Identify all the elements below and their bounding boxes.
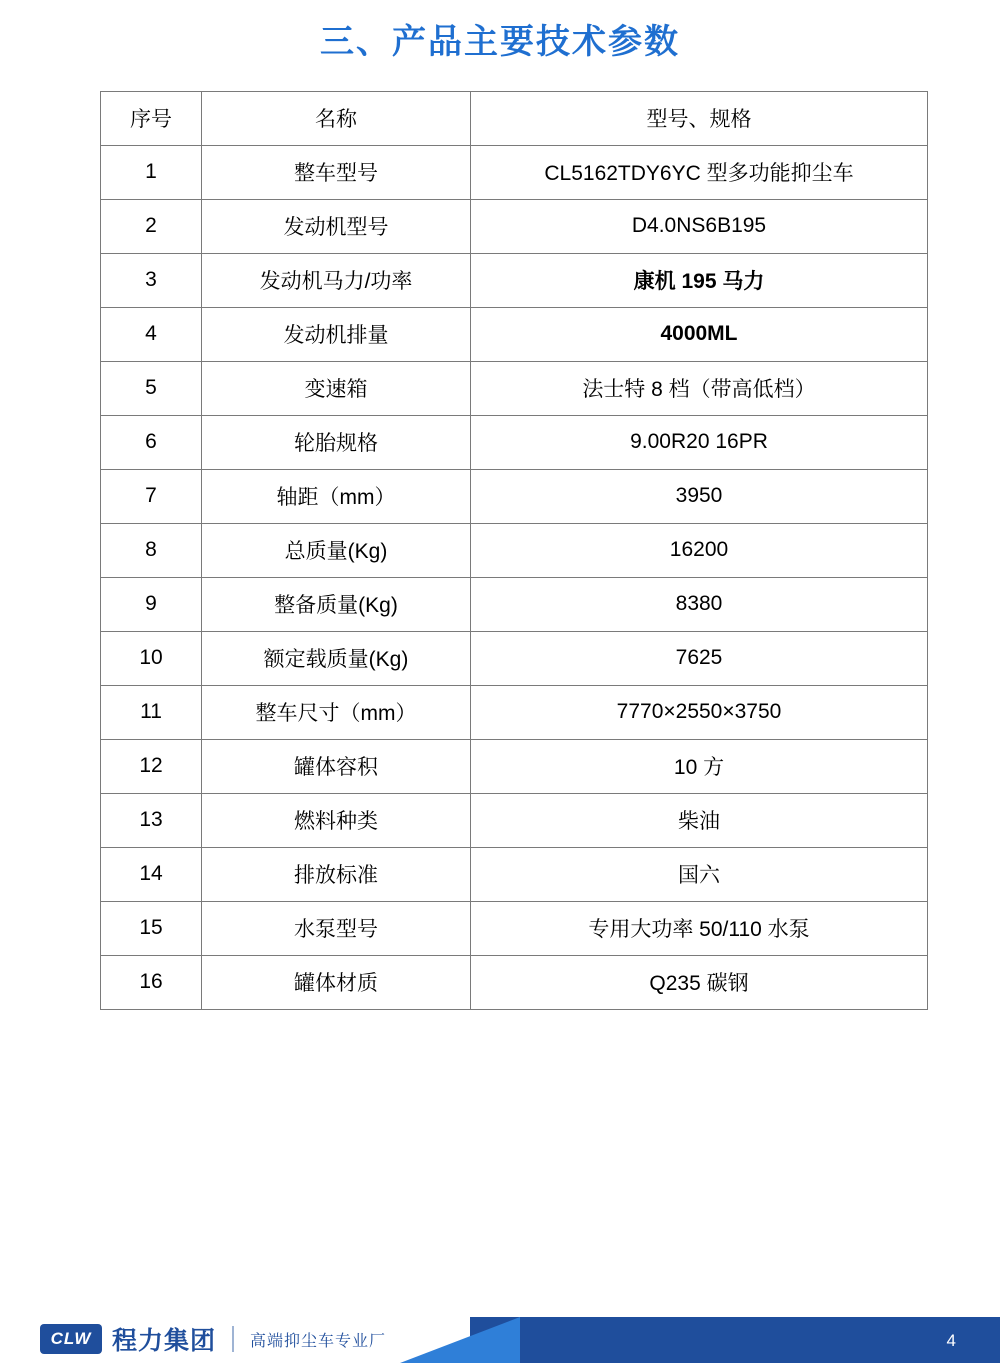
column-header-no: 序号 [101, 91, 202, 145]
cell-no: 10 [101, 631, 202, 685]
cell-no: 14 [101, 847, 202, 901]
table-row [101, 307, 928, 361]
clw-logo-icon: CLW [40, 1324, 102, 1354]
cell-no: 13 [101, 793, 202, 847]
table-row [101, 415, 928, 469]
cell-no: 12 [101, 739, 202, 793]
cell-name: 总质量(Kg) [202, 523, 471, 577]
cell-no: 3 [101, 253, 202, 307]
table-row [101, 577, 928, 631]
cell-name: 轴距（mm） [202, 469, 471, 523]
table-body [101, 91, 928, 1009]
cell-spec: 柴油 [471, 793, 928, 847]
table-row [101, 361, 928, 415]
brand-name: 程力集团 [112, 1327, 217, 1355]
footer-brand [40, 1321, 386, 1357]
cell-spec: 专用大功率 50/110 水泵 [471, 901, 928, 955]
table-row [101, 847, 928, 901]
cell-spec: 8380 [471, 577, 928, 631]
cell-name: 轮胎规格 [202, 415, 471, 469]
cell-spec: 3950 [471, 469, 928, 523]
brand-divider [232, 1326, 234, 1352]
cell-no: 2 [101, 199, 202, 253]
cell-name: 发动机排量 [202, 307, 471, 361]
cell-spec: 16200 [471, 523, 928, 577]
cell-no: 16 [101, 955, 202, 1009]
footer-diagonal-accent [400, 1317, 520, 1363]
page-number: 4 [946, 1331, 956, 1350]
specifications-table [100, 91, 928, 1010]
cell-no: 11 [101, 685, 202, 739]
cell-name: 变速箱 [202, 361, 471, 415]
table-header-row [101, 91, 928, 145]
cell-spec: 9.00R20 16PR [471, 415, 928, 469]
table-row [101, 901, 928, 955]
cell-name: 整车型号 [202, 145, 471, 199]
cell-name: 额定载质量(Kg) [202, 631, 471, 685]
cell-spec: 国六 [471, 847, 928, 901]
cell-spec: CL5162TDY6YC 型多功能抑尘车 [471, 145, 928, 199]
cell-name: 排放标准 [202, 847, 471, 901]
cell-spec: 7770×2550×3750 [471, 685, 928, 739]
cell-name: 发动机马力/功率 [202, 253, 471, 307]
spec-table-container [100, 91, 900, 1010]
cell-spec: D4.0NS6B195 [471, 199, 928, 253]
table-row [101, 793, 928, 847]
cell-no: 1 [101, 145, 202, 199]
cell-spec: 4000ML [471, 307, 928, 361]
cell-name: 水泵型号 [202, 901, 471, 955]
cell-spec: 7625 [471, 631, 928, 685]
table-row [101, 145, 928, 199]
table-row [101, 739, 928, 793]
brand-tagline: 高端抑尘车专业厂 [250, 1332, 387, 1350]
table-row [101, 685, 928, 739]
cell-name: 整车尺寸（mm） [202, 685, 471, 739]
page-footer [0, 1301, 1000, 1363]
page-title: 三、产品主要技术参数 [320, 23, 680, 61]
column-header-name: 名称 [202, 91, 471, 145]
cell-name: 整备质量(Kg) [202, 577, 471, 631]
table-row [101, 955, 928, 1009]
cell-name: 燃料种类 [202, 793, 471, 847]
cell-name: 罐体材质 [202, 955, 471, 1009]
table-row [101, 253, 928, 307]
table-row [101, 469, 928, 523]
table-row [101, 523, 928, 577]
column-header-spec: 型号、规格 [471, 91, 928, 145]
cell-no: 6 [101, 415, 202, 469]
cell-spec: Q235 碳钢 [471, 955, 928, 1009]
cell-spec: 10 方 [471, 739, 928, 793]
cell-no: 9 [101, 577, 202, 631]
cell-no: 5 [101, 361, 202, 415]
cell-name: 罐体容积 [202, 739, 471, 793]
table-row [101, 631, 928, 685]
cell-no: 8 [101, 523, 202, 577]
cell-no: 15 [101, 901, 202, 955]
cell-spec: 法士特 8 档（带高低档） [471, 361, 928, 415]
cell-spec: 康机 195 马力 [471, 253, 928, 307]
cell-no: 4 [101, 307, 202, 361]
table-row [101, 199, 928, 253]
cell-name: 发动机型号 [202, 199, 471, 253]
cell-no: 7 [101, 469, 202, 523]
